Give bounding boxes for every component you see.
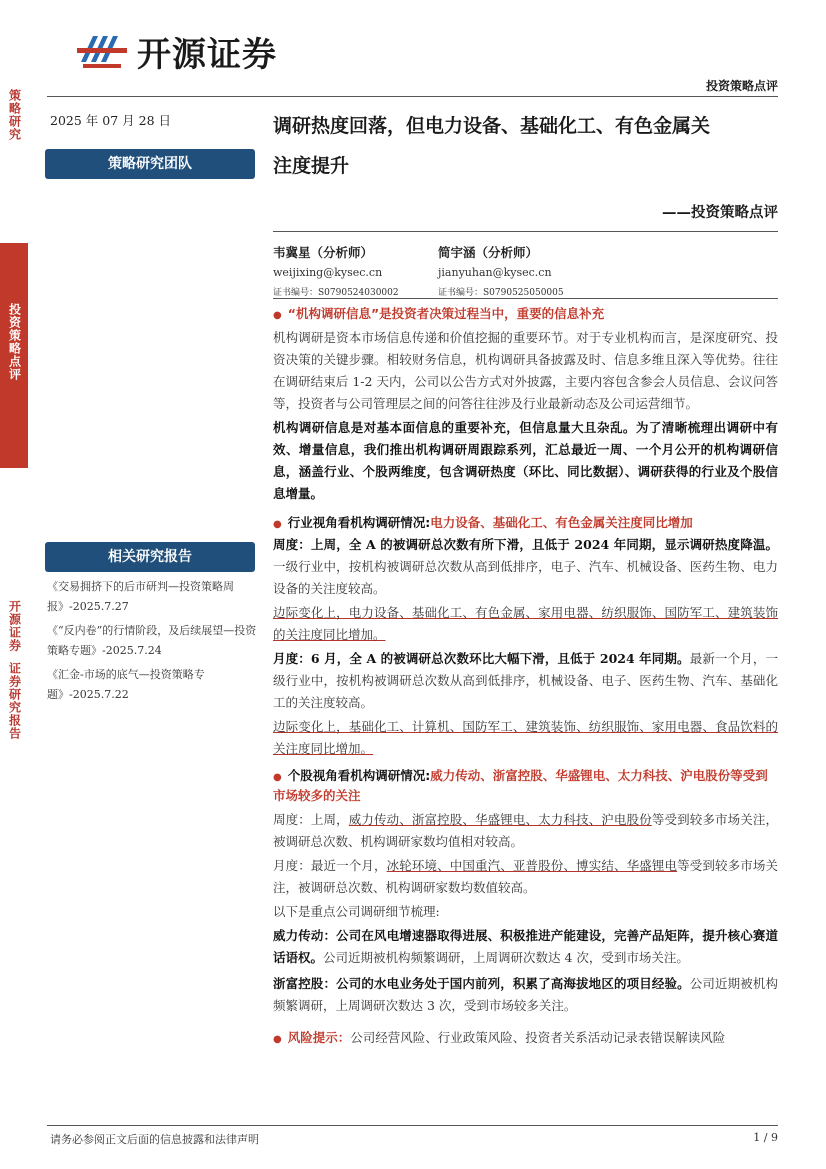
analyst-cert: 证书编号：S0790525050005 bbox=[438, 288, 564, 298]
company-detail-2: 浙富控股：公司的水电业务处于国内前列，积累了高海拔地区的项目经验。公司近期被机构频繁调研，上周调研次数达 3 次，受到市场较多关注。 bbox=[273, 976, 778, 1013]
title-divider bbox=[273, 231, 778, 232]
analyst-email: jianyuhan@kysec.cn bbox=[438, 266, 552, 279]
bullet-icon: ● bbox=[273, 519, 282, 530]
section-1-title: ● “机构调研信息”是投资者决策过程当中，重要的信息补充 bbox=[273, 306, 605, 321]
page-number: 1 / 9 bbox=[753, 1131, 778, 1144]
related-reports-list bbox=[47, 577, 259, 705]
analyst-divider bbox=[273, 298, 778, 299]
section-3-week: 周度：上周，威力传动、浙富控股、华盛锂电、太力科技、沪电股份等受到较多市场关注，被调研总次数、机构调研家数均值相对较高。 bbox=[273, 812, 778, 849]
title-line-1: 调研热度回落，但电力设备、基础化工、有色金属关 bbox=[273, 115, 711, 137]
related-report-item[interactable]: 《汇金-市场的底气—投资策略专题》-2025.7.22 bbox=[47, 668, 205, 701]
footer-disclaimer: 请务必参阅正文后面的信息披露和法律声明 bbox=[50, 1133, 259, 1146]
analyst-1 bbox=[273, 243, 433, 298]
section-1-paragraph-1: 机构调研是资本市场信息传递和价值挖掘的重要环节。对于专业机构而言，是深度研究、投资决策的关键步骤。相较财务信息，机构调研具备披露及时、信息多维且深入等优势。往往在调研结束后 1-2 天内，公司以公告方式对外披露，主要内容包含参会人员信息、会议问答等，投资者与公司管理层之间的问答往往涉及行业最新动态及公司运营细节。 bbox=[273, 330, 778, 411]
sidebar-tab-brand: 开源证券 证券研究报告 bbox=[7, 600, 22, 740]
related-report-item[interactable]: 《交易拥挤下的后市研判—投资策略周报》-2025.7.27 bbox=[47, 580, 234, 613]
bullet-icon: ● bbox=[273, 1034, 282, 1045]
analyst-name: 简宇涵（分析师） bbox=[438, 245, 539, 260]
footer-divider bbox=[47, 1125, 778, 1126]
section-2-week: 周度：上周，全 A 的被调研总次数有所下滑，且低于 2024 年同期，显示调研热度降温。一级行业中，按机构被调研总次数从高到低排序，电子、汽车、机械设备、医药生物、电力设备的关注度较高。 bbox=[273, 537, 778, 596]
logo-text: 开源证券 bbox=[137, 35, 277, 75]
bullet-icon: ● bbox=[273, 310, 282, 321]
section-1-paragraph-2: 机构调研信息是对基本面信息的重要补充，但信息量大且杂乱。为了清晰梳理出调研中有效、增量信息，我们推出机构调研周跟踪系列，汇总最近一周、一个月公开的机构调研信息，涵盖行业、个股两维度，包含调研热度（环比、同比数据）、调研获得的行业及个股信息增量。 bbox=[273, 420, 778, 501]
subtitle: ——投资策略点评 bbox=[662, 205, 778, 221]
bullet-icon: ● bbox=[273, 772, 282, 783]
doc-type-label: 投资策略点评 bbox=[705, 79, 778, 93]
kaiyuan-logo-icon bbox=[75, 32, 131, 72]
section-2-title: ● 行业视角看机构调研情况:电力设备、基础化工、有色金属关注度同比增加 bbox=[273, 515, 693, 530]
sidebar-tab-strategy: 策略研究 bbox=[7, 89, 22, 141]
title-line-2: 注度提升 bbox=[273, 155, 350, 177]
analyst-name: 韦冀星（分析师） bbox=[273, 245, 374, 260]
related-reports-title: 相关研究报告 bbox=[45, 542, 255, 572]
section-2-month-edge: 边际变化上，基础化工、计算机、国防军工、建筑装饰、纺织服饰、家用电器、食品饮料的关注度同比增加。 bbox=[273, 719, 778, 756]
analyst-cert: 证书编号：S0790524030002 bbox=[273, 288, 399, 298]
analyst-2 bbox=[438, 243, 638, 298]
section-3-intro: 以下是重点公司调研细节梳理: bbox=[273, 904, 440, 919]
analyst-email: weijixing@kysec.cn bbox=[273, 266, 383, 279]
team-box: 策略研究团队 bbox=[45, 149, 255, 179]
logo bbox=[75, 27, 277, 76]
sidebar-tab-doc-type: 投资策略点评 bbox=[0, 243, 28, 468]
risk-warning: ● 风险提示：公司经营风险、行业政策风险、投资者关系活动记录表错误解读风险 bbox=[273, 1030, 726, 1045]
section-3-month: 月度：最近一个月，冰轮环境、中国重汽、亚普股份、博实结、华盛锂电等受到较多市场关注，被调研总次数、机构调研家数均数值较高。 bbox=[273, 858, 778, 895]
company-detail-1: 威力传动：公司在风电增速器取得进展、积极推进产能建设，完善产品矩阵，提升核心赛道话语权。公司近期被机构频繁调研，上周调研次数达 4 次，受到市场关注。 bbox=[273, 928, 778, 965]
page-title bbox=[273, 108, 778, 185]
section-2-month: 月度：6 月，全 A 的被调研总次数环比大幅下滑，且低于 2024 年同期。最新一个月，一级行业中，按机构被调研总次数从高到低排序，机械设备、电子、医药生物、汽车、基础化工的关注度较高。 bbox=[273, 651, 778, 710]
main-content bbox=[273, 305, 778, 1051]
report-date: 2025 年 07 月 28 日 bbox=[50, 113, 171, 128]
section-2-week-edge: 边际变化上，电力设备、基础化工、有色金属、家用电器、纺织服饰、国防军工、建筑装饰的关注度同比增加。 bbox=[273, 605, 778, 642]
section-3-title: ● 个股视角看机构调研情况:威力传动、浙富控股、华盛锂电、太力科技、沪电股份等受到市场较多的关注 bbox=[273, 768, 768, 803]
related-report-item[interactable]: 《“反内卷”的行情阶段，及后续展望—投资策略专题》-2025.7.24 bbox=[47, 624, 257, 657]
header-divider bbox=[47, 96, 778, 97]
